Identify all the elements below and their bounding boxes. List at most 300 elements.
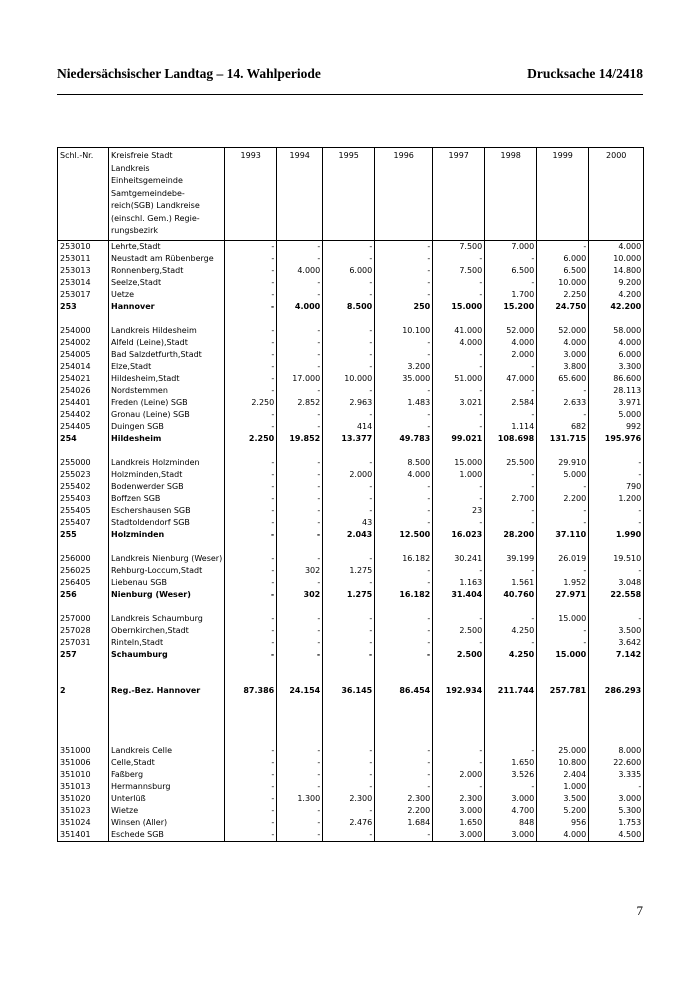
value-cell: -: [277, 289, 323, 301]
value-cell: 15.000: [537, 613, 589, 625]
spacer-cell: [589, 661, 644, 685]
row-name: Liebenau SGB: [109, 577, 225, 589]
row-code: 351023: [58, 805, 109, 817]
spacer-cell: [433, 541, 485, 553]
value-cell: 302: [277, 565, 323, 577]
value-cell: 86.454: [375, 685, 433, 697]
value-cell: 302: [277, 589, 323, 601]
value-cell: -: [589, 517, 644, 529]
row-code: 351013: [58, 781, 109, 793]
value-cell: 4.500: [589, 829, 644, 842]
row-name: Uetze: [109, 289, 225, 301]
row-code: 2: [58, 685, 109, 697]
value-cell: -: [277, 829, 323, 842]
value-cell: -: [375, 769, 433, 781]
row-name: Nordstemmen: [109, 385, 225, 397]
row-name: Hannover: [109, 301, 225, 313]
value-cell: 1.952: [537, 577, 589, 589]
value-cell: 414: [323, 421, 375, 433]
value-cell: 86.600: [589, 373, 644, 385]
row-name: Holzminden: [109, 529, 225, 541]
spacer-cell: [277, 697, 323, 745]
value-cell: 4.000: [537, 337, 589, 349]
value-cell: -: [375, 565, 433, 577]
row-code: 255: [58, 529, 109, 541]
value-cell: -: [375, 829, 433, 842]
value-cell: -: [485, 781, 537, 793]
value-cell: 1.990: [589, 529, 644, 541]
value-cell: 10.000: [589, 253, 644, 265]
value-cell: 24.750: [537, 301, 589, 313]
spacer-cell: [589, 445, 644, 457]
value-cell: -: [277, 421, 323, 433]
value-cell: 5.300: [589, 805, 644, 817]
table-row-subtotal: [58, 685, 644, 697]
value-cell: 2.700: [485, 493, 537, 505]
row-name: Lehrte,Stadt: [109, 240, 225, 253]
value-cell: -: [537, 505, 589, 517]
spacer-row: [58, 697, 644, 745]
value-cell: -: [323, 457, 375, 469]
spacer-cell: [323, 601, 375, 613]
value-cell: 3.000: [433, 829, 485, 842]
value-cell: 2.200: [537, 493, 589, 505]
value-cell: -: [375, 493, 433, 505]
value-cell: 25.000: [537, 745, 589, 757]
value-cell: 3.000: [537, 349, 589, 361]
value-cell: -: [225, 349, 277, 361]
value-cell: -: [485, 745, 537, 757]
value-cell: -: [225, 240, 277, 253]
value-cell: 1.200: [589, 493, 644, 505]
value-cell: 3.000: [433, 805, 485, 817]
row-name: Wietze: [109, 805, 225, 817]
value-cell: -: [277, 457, 323, 469]
value-cell: -: [375, 625, 433, 637]
value-cell: -: [277, 757, 323, 769]
row-code: 254: [58, 433, 109, 445]
value-cell: -: [225, 817, 277, 829]
spacer-cell: [537, 697, 589, 745]
header-year: 1998: [485, 148, 537, 241]
value-cell: 22.558: [589, 589, 644, 601]
value-cell: 2.200: [375, 805, 433, 817]
row-code: 257: [58, 649, 109, 661]
row-name: Alfeld (Leine),Stadt: [109, 337, 225, 349]
value-cell: -: [277, 240, 323, 253]
value-cell: -: [323, 337, 375, 349]
value-cell: 25.500: [485, 457, 537, 469]
spacer-cell: [375, 445, 433, 457]
value-cell: 31.404: [433, 589, 485, 601]
row-name: Landkreis Hildesheim: [109, 325, 225, 337]
value-cell: -: [225, 373, 277, 385]
spacer-cell: [433, 313, 485, 325]
table-row: [58, 240, 644, 253]
value-cell: 3.021: [433, 397, 485, 409]
value-cell: -: [277, 409, 323, 421]
row-name: Duingen SGB: [109, 421, 225, 433]
value-cell: -: [277, 577, 323, 589]
value-cell: -: [485, 253, 537, 265]
value-cell: -: [323, 325, 375, 337]
value-cell: 2.043: [323, 529, 375, 541]
header-year: 1994: [277, 148, 323, 241]
value-cell: -: [433, 565, 485, 577]
table-row: [58, 637, 644, 649]
value-cell: -: [323, 385, 375, 397]
value-cell: -: [375, 613, 433, 625]
page-number: 7: [636, 903, 643, 918]
value-cell: -: [225, 361, 277, 373]
value-cell: -: [277, 745, 323, 757]
spacer-cell: [375, 661, 433, 685]
value-cell: -: [225, 577, 277, 589]
spacer-cell: [589, 313, 644, 325]
table-row: [58, 817, 644, 829]
value-cell: -: [589, 505, 644, 517]
row-name: Hildesheim: [109, 433, 225, 445]
value-cell: 5.200: [537, 805, 589, 817]
table-row: [58, 565, 644, 577]
value-cell: 682: [537, 421, 589, 433]
spacer-cell: [277, 445, 323, 457]
value-cell: 2.300: [433, 793, 485, 805]
row-name: Landkreis Schaumburg: [109, 613, 225, 625]
value-cell: -: [277, 385, 323, 397]
value-cell: -: [485, 637, 537, 649]
value-cell: 36.145: [323, 685, 375, 697]
spacer-cell: [58, 661, 109, 685]
table-row: [58, 757, 644, 769]
table-row: [58, 553, 644, 565]
spacer-cell: [225, 661, 277, 685]
header-name-line: (einschl. Gem.) Regie-: [111, 213, 200, 223]
header-name-line: rungsbezirk: [111, 226, 159, 235]
value-cell: 1.000: [433, 469, 485, 481]
value-cell: 2.584: [485, 397, 537, 409]
value-cell: 3.000: [485, 829, 537, 842]
table-row: [58, 781, 644, 793]
spacer-row: [58, 541, 644, 553]
row-code: 256405: [58, 577, 109, 589]
value-cell: 99.021: [433, 433, 485, 445]
value-cell: -: [277, 817, 323, 829]
value-cell: 2.250: [537, 289, 589, 301]
value-cell: -: [537, 240, 589, 253]
value-cell: -: [433, 409, 485, 421]
value-cell: -: [225, 829, 277, 842]
table-row: [58, 805, 644, 817]
value-cell: 1.650: [485, 757, 537, 769]
value-cell: 1.300: [277, 793, 323, 805]
value-cell: -: [323, 409, 375, 421]
value-cell: -: [323, 553, 375, 565]
value-cell: 10.000: [323, 373, 375, 385]
table-row-subtotal: [58, 649, 644, 661]
spacer-cell: [589, 697, 644, 745]
value-cell: -: [277, 493, 323, 505]
value-cell: -: [323, 240, 375, 253]
row-code: 253017: [58, 289, 109, 301]
value-cell: 19.852: [277, 433, 323, 445]
row-name: Landkreis Holzminden: [109, 457, 225, 469]
spacer-cell: [537, 445, 589, 457]
spacer-cell: [433, 697, 485, 745]
value-cell: -: [433, 517, 485, 529]
row-code: 255403: [58, 493, 109, 505]
value-cell: 6.000: [323, 265, 375, 277]
value-cell: -: [375, 517, 433, 529]
value-cell: -: [375, 745, 433, 757]
value-cell: -: [433, 349, 485, 361]
value-cell: -: [433, 757, 485, 769]
value-cell: -: [225, 493, 277, 505]
value-cell: -: [225, 301, 277, 313]
row-name: Elze,Stadt: [109, 361, 225, 373]
value-cell: 2.300: [323, 793, 375, 805]
value-cell: -: [225, 757, 277, 769]
value-cell: -: [375, 577, 433, 589]
table-row-subtotal: [58, 529, 644, 541]
value-cell: -: [589, 565, 644, 577]
value-cell: -: [323, 505, 375, 517]
value-cell: 39.199: [485, 553, 537, 565]
header-schl-nr: Schl.-Nr.: [58, 148, 109, 241]
value-cell: 47.000: [485, 373, 537, 385]
row-code: 351401: [58, 829, 109, 842]
value-cell: -: [277, 625, 323, 637]
value-cell: -: [589, 781, 644, 793]
spacer-cell: [277, 601, 323, 613]
value-cell: -: [433, 481, 485, 493]
value-cell: -: [323, 493, 375, 505]
spacer-row: [58, 445, 644, 457]
value-cell: 192.934: [433, 685, 485, 697]
value-cell: -: [537, 625, 589, 637]
header-year: 1995: [323, 148, 375, 241]
value-cell: -: [225, 385, 277, 397]
spacer-cell: [537, 313, 589, 325]
value-cell: -: [433, 745, 485, 757]
value-cell: 286.293: [589, 685, 644, 697]
row-code: 255405: [58, 505, 109, 517]
row-name: Eschershausen SGB: [109, 505, 225, 517]
value-cell: -: [277, 337, 323, 349]
value-cell: 65.600: [537, 373, 589, 385]
spacer-cell: [58, 601, 109, 613]
value-cell: 15.000: [433, 457, 485, 469]
value-cell: 4.000: [433, 337, 485, 349]
value-cell: -: [485, 469, 537, 481]
value-cell: 250: [375, 301, 433, 313]
value-cell: 992: [589, 421, 644, 433]
row-code: 255023: [58, 469, 109, 481]
row-name: Gronau (Leine) SGB: [109, 409, 225, 421]
header-year: 1993: [225, 148, 277, 241]
row-name: Eschede SGB: [109, 829, 225, 842]
table-row: [58, 493, 644, 505]
table-row: [58, 337, 644, 349]
row-name: Rinteln,Stadt: [109, 637, 225, 649]
value-cell: 2.404: [537, 769, 589, 781]
table-row-subtotal: [58, 301, 644, 313]
value-cell: -: [375, 781, 433, 793]
header-name-line: Kreisfreie Stadt: [111, 151, 173, 160]
value-cell: 43: [323, 517, 375, 529]
value-cell: -: [323, 769, 375, 781]
value-cell: 3.335: [589, 769, 644, 781]
spacer-cell: [485, 313, 537, 325]
value-cell: -: [323, 349, 375, 361]
value-cell: 195.976: [589, 433, 644, 445]
value-cell: -: [589, 613, 644, 625]
spacer-cell: [109, 661, 225, 685]
value-cell: -: [225, 409, 277, 421]
spacer-cell: [225, 541, 277, 553]
spacer-cell: [109, 601, 225, 613]
spacer-cell: [485, 601, 537, 613]
value-cell: 19.510: [589, 553, 644, 565]
table-row: [58, 349, 644, 361]
value-cell: 52.000: [537, 325, 589, 337]
spacer-cell: [323, 313, 375, 325]
row-code: 253010: [58, 240, 109, 253]
value-cell: -: [537, 565, 589, 577]
table-row: [58, 517, 644, 529]
value-cell: -: [433, 613, 485, 625]
row-code: 254026: [58, 385, 109, 397]
value-cell: 3.500: [589, 625, 644, 637]
value-cell: -: [485, 385, 537, 397]
value-cell: -: [375, 637, 433, 649]
row-name: Stadtoldendorf SGB: [109, 517, 225, 529]
value-cell: 2.250: [225, 433, 277, 445]
value-cell: 41.000: [433, 325, 485, 337]
value-cell: -: [225, 529, 277, 541]
value-cell: -: [277, 325, 323, 337]
value-cell: -: [225, 613, 277, 625]
value-cell: 1.561: [485, 577, 537, 589]
header-rule: [57, 94, 643, 95]
value-cell: -: [375, 289, 433, 301]
row-name: Obernkirchen,Stadt: [109, 625, 225, 637]
value-cell: -: [375, 421, 433, 433]
value-cell: 4.000: [375, 469, 433, 481]
row-code: 256000: [58, 553, 109, 565]
value-cell: 2.476: [323, 817, 375, 829]
value-cell: 8.000: [589, 745, 644, 757]
row-code: 255402: [58, 481, 109, 493]
value-cell: -: [433, 277, 485, 289]
value-cell: 15.000: [537, 649, 589, 661]
value-cell: -: [277, 553, 323, 565]
spacer-cell: [58, 445, 109, 457]
header-name-line: reich(SGB) Landkreise: [111, 201, 200, 210]
value-cell: -: [433, 289, 485, 301]
value-cell: -: [225, 805, 277, 817]
row-code: 253: [58, 301, 109, 313]
value-cell: -: [277, 769, 323, 781]
value-cell: -: [433, 421, 485, 433]
row-code: 256: [58, 589, 109, 601]
spacer-cell: [323, 541, 375, 553]
value-cell: -: [323, 805, 375, 817]
table-row: [58, 385, 644, 397]
value-cell: 211.744: [485, 685, 537, 697]
value-cell: 14.800: [589, 265, 644, 277]
value-cell: -: [485, 277, 537, 289]
value-cell: 3.300: [589, 361, 644, 373]
spacer-cell: [589, 601, 644, 613]
value-cell: 3.800: [537, 361, 589, 373]
value-cell: 4.000: [277, 301, 323, 313]
spacer-cell: [225, 601, 277, 613]
row-name: Bodenwerder SGB: [109, 481, 225, 493]
row-code: 254021: [58, 373, 109, 385]
spacer-cell: [109, 541, 225, 553]
value-cell: -: [485, 481, 537, 493]
value-cell: 1.000: [537, 781, 589, 793]
spacer-cell: [225, 313, 277, 325]
value-cell: 37.110: [537, 529, 589, 541]
spacer-row: [58, 313, 644, 325]
spacer-cell: [225, 697, 277, 745]
value-cell: 10.800: [537, 757, 589, 769]
value-cell: 30.241: [433, 553, 485, 565]
row-name: Landkreis Nienburg (Weser): [109, 553, 225, 565]
table-row: [58, 277, 644, 289]
value-cell: -: [375, 265, 433, 277]
value-cell: -: [485, 613, 537, 625]
value-cell: 10.000: [537, 277, 589, 289]
table-row: [58, 361, 644, 373]
row-code: 254002: [58, 337, 109, 349]
spacer-cell: [375, 541, 433, 553]
value-cell: 2.500: [433, 625, 485, 637]
table-row: [58, 481, 644, 493]
spacer-cell: [109, 445, 225, 457]
value-cell: -: [375, 349, 433, 361]
value-cell: 257.781: [537, 685, 589, 697]
row-code: 255000: [58, 457, 109, 469]
value-cell: 42.200: [589, 301, 644, 313]
value-cell: 2.250: [225, 397, 277, 409]
value-cell: 3.200: [375, 361, 433, 373]
spacer-cell: [589, 541, 644, 553]
value-cell: -: [225, 589, 277, 601]
value-cell: -: [485, 361, 537, 373]
row-name: Holzminden,Stadt: [109, 469, 225, 481]
value-cell: -: [323, 481, 375, 493]
table-row: [58, 769, 644, 781]
table-row: [58, 469, 644, 481]
value-cell: -: [277, 781, 323, 793]
value-cell: 23: [433, 505, 485, 517]
spacer-cell: [323, 697, 375, 745]
header-year: 2000: [589, 148, 644, 241]
value-cell: -: [537, 409, 589, 421]
row-name: Boffzen SGB: [109, 493, 225, 505]
value-cell: -: [375, 505, 433, 517]
value-cell: 1.275: [323, 565, 375, 577]
spacer-cell: [109, 313, 225, 325]
value-cell: -: [225, 781, 277, 793]
value-cell: -: [485, 565, 537, 577]
value-cell: -: [537, 637, 589, 649]
value-cell: 35.000: [375, 373, 433, 385]
value-cell: -: [225, 565, 277, 577]
